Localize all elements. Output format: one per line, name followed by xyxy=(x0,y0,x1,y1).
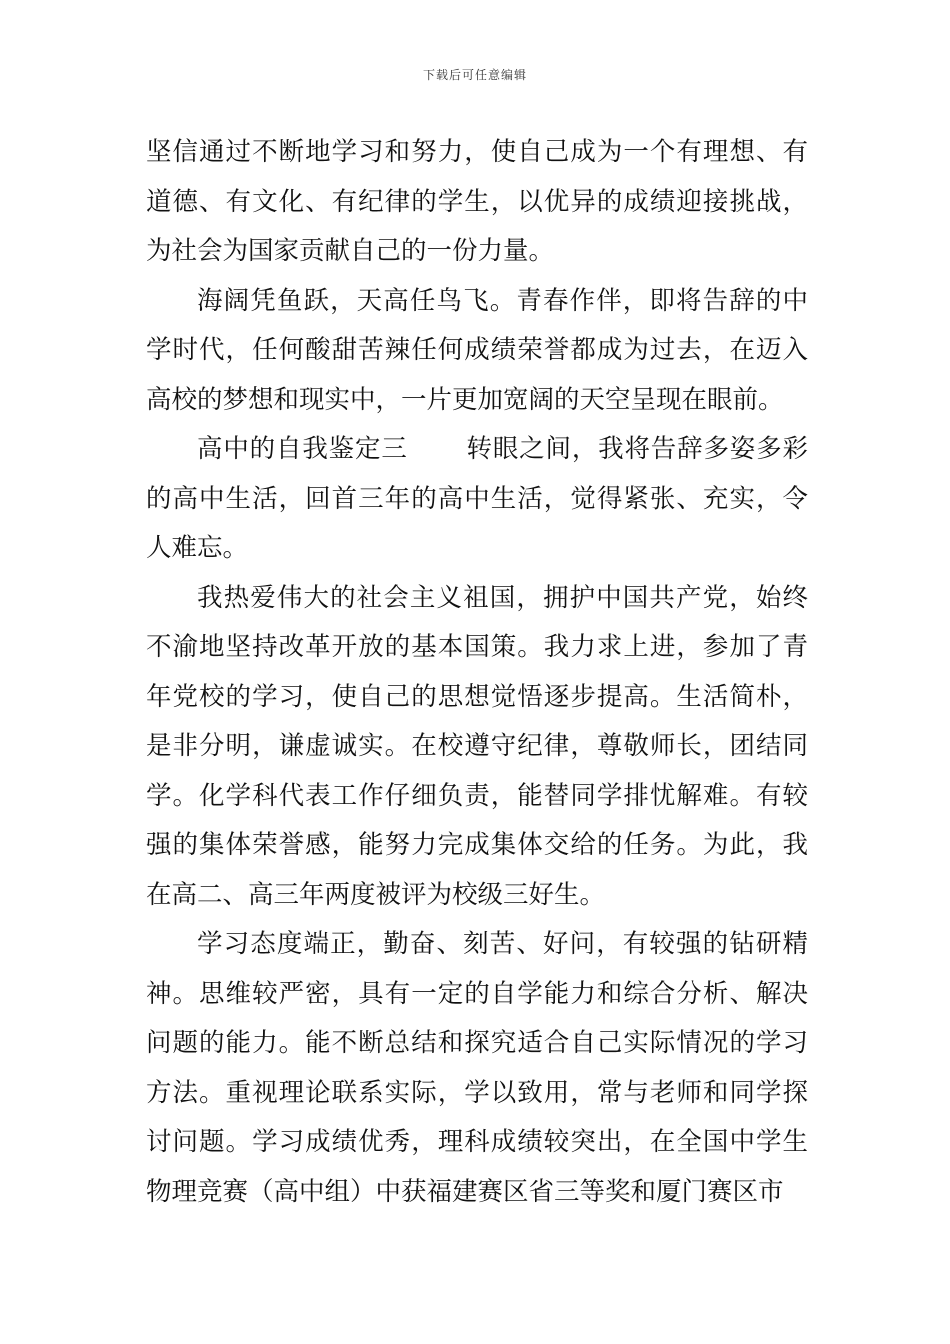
document-body xyxy=(146,128,808,1217)
paragraph-2: 海阔凭鱼跃，天高任鸟飞。青春作伴，即将告辞的中学时代，任何酸甜苦辣任何成绩荣誉都成为过去，在迈入高校的梦想和现实中，一片更加宽阔的天空呈现在眼前。 xyxy=(146,285,808,415)
section-heading: 高中的自我鉴定三 xyxy=(197,434,408,464)
header-note: 下载后可任意编辑 xyxy=(422,68,527,82)
paragraph-4: 我热爱伟大的社会主义祖国，拥护中国共产党，始终不渝地坚持改革开放的基本国策。我力求上进，参加了青年党校的学习，使自己的思想觉悟逐步提高。生活简朴，是非分明，谦虚诚实。在校遵守纪律，尊敬师长，团结同学。化学科代表工作仔细负责，能替同学排忧解难。有较强的集体荣誉感，能努力完成集体交给的任务。为此，我在高二、高三年两度被评为校级三好生。 xyxy=(146,582,808,910)
paragraph-3-text: 转眼之间，我将告辞多姿多彩的高中生活，回首三年的高中生活，觉得紧张、充实，令人难忘。 xyxy=(146,434,808,563)
paragraph-1: 坚信通过不断地学习和努力，使自己成为一个有理想、有道德、有文化、有纪律的学生，以优异的成绩迎接挑战，为社会为国家贡献自己的一份力量。 xyxy=(146,137,808,266)
paragraph-5: 学习态度端正，勤奋、刻苦、好问，有较强的钻研精神。思维较严密，具有一定的自学能力和综合分析、解决问题的能力。能不断总结和探究适合自己实际情况的学习方法。重视理论联系实际，学以致用，常与老师和同学探讨问题。学习成绩优秀，理科成绩较突出，在全国中学生物理竞赛（高中组）中获福建赛区省三等奖和厦门赛区市 xyxy=(146,929,808,1207)
paragraph-3 xyxy=(146,425,808,574)
